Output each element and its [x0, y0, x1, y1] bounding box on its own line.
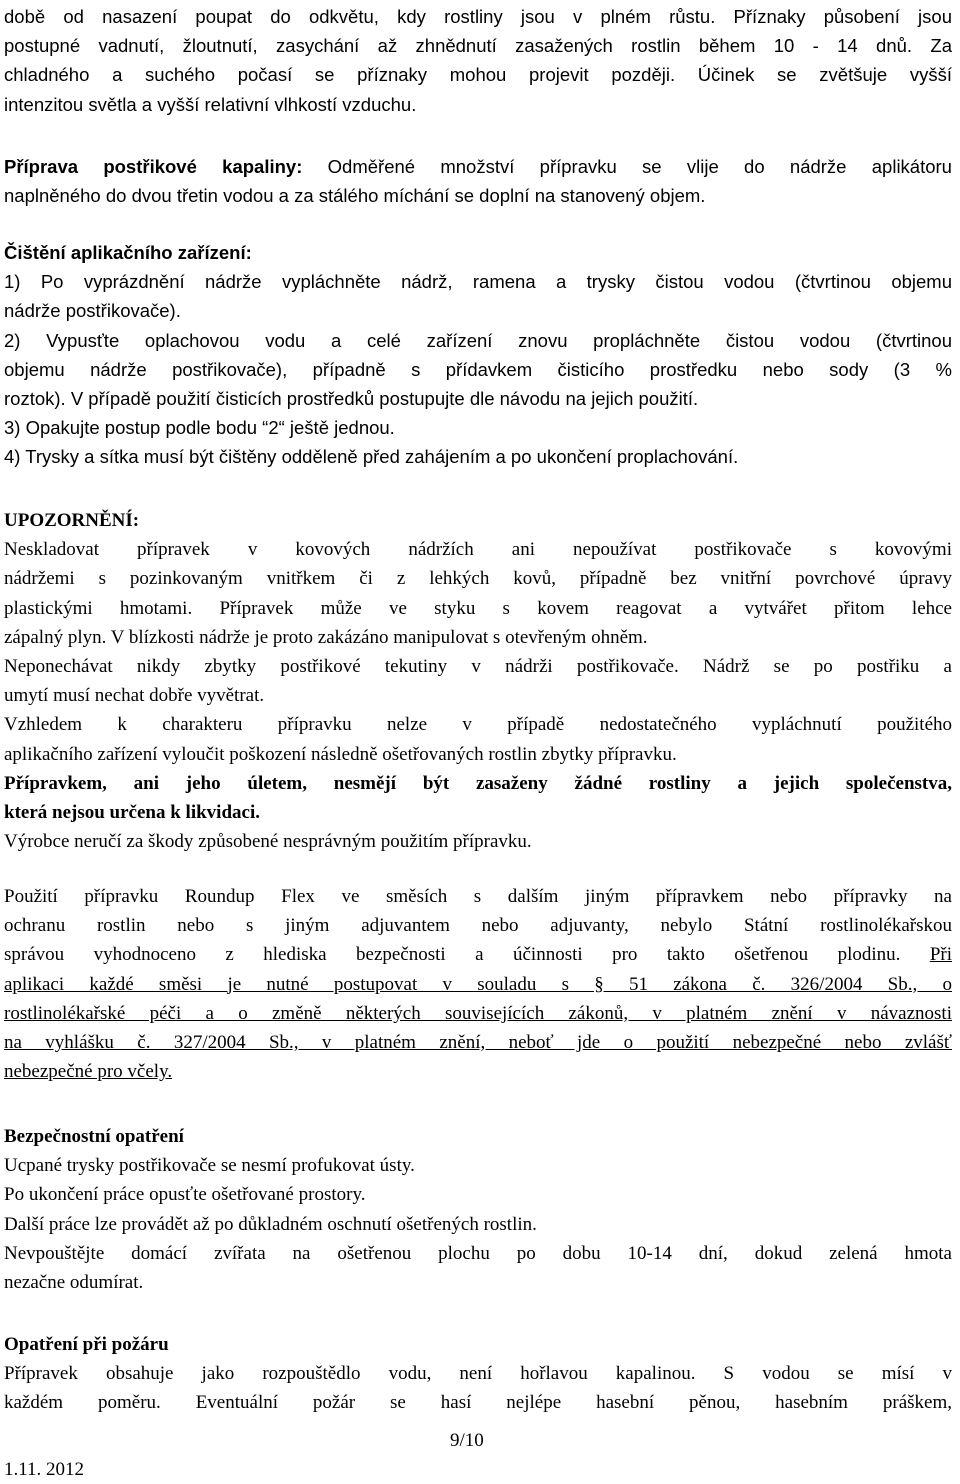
warning-line-4: zápalný plyn. V blízkosti nádrže je proto zakázáno manipulovat s otevřeným ohněm. — [4, 626, 648, 648]
safety-line-4: Nevpouštějte domácí zvířata na ošetřenou plochu po dobu 10-14 dní, dokud zelená hmota — [4, 1242, 952, 1264]
preparation-line-2: naplněného do dvou třetin vodou a za stálého míchání se doplní na stanovený objem. — [4, 185, 706, 207]
fire-line-2: každém poměru. Eventuální požár se hasí nejlépe hasební pěnou, hasebním práškem, — [4, 1392, 952, 1414]
warning-line-2: nádržemi s pozinkovaným vnitřkem či z lehkých kovů, případně bez vnitřní povrchové úpravy — [4, 568, 952, 590]
cleaning-line-6: 3) Opakujte postup podle bodu “2“ ještě jednou. — [4, 417, 395, 439]
safety-line-5: nezačne odumírat. — [4, 1271, 144, 1293]
safety-line-1: Ucpané trysky postřikovače se nesmí profukovat ústy. — [4, 1155, 415, 1177]
mixtures-line-3-underlined: Při — [929, 944, 952, 966]
cleaning-line-7: 4) Trysky a sítka musí být čištěny odděleně před zahájením a po ukončení proplachování. — [4, 446, 739, 468]
cleaning-line-5: roztok). V případě použití čisticích prostředků postupujte dle návodu na jejich použití. — [4, 387, 699, 409]
footer-date: 1.11. 2012 — [4, 1459, 85, 1480]
intro-paragraph — [4, 2, 952, 119]
warning-line-8: aplikačního zařízení vyloučit poškození následně ošetřovaných rostlin zbytky přípravku. — [4, 743, 677, 765]
cleaning-line-4: objemu nádrže postřikovače), případně s přídavkem čisticího prostředku nebo sody (3 % — [4, 358, 952, 380]
intro-line-4: intenzitou světla a vyšší relativní vlhkostí vzduchu. — [4, 93, 417, 115]
mixtures-underlined-line-3: na vyhlášku č. 327/2004 Sb., v platném znění, neboť jde o použití nebezpečné nebo zvlášť — [4, 1031, 952, 1053]
intro-line-2: postupné vadnutí, žloutnutí, zasychání až zhnědnutí zasažených rostlin během 10 - 14 dnů. Za — [4, 35, 952, 57]
preparation-line-1 — [4, 152, 952, 181]
safety-line-2: Po ukončení práce opusťte ošetřované prostory. — [4, 1184, 366, 1206]
page-footer — [4, 1426, 952, 1480]
preparation-section — [4, 152, 952, 210]
safety-heading: Bezpečnostní opatření — [4, 1126, 184, 1147]
mixtures-underlined-line-4: nebezpečné pro včely. — [4, 1061, 173, 1083]
safety-section — [4, 1122, 952, 1297]
cleaning-line-1: 1) Po vyprázdnění nádrže vypláchněte nádrž, ramena a trysky čistou vodou (čtvrtinou objemu — [4, 271, 952, 293]
mixtures-line-2: ochranu rostlin nebo s jiným adjuvantem nebo adjuvanty, nebylo Státní rostlinolékařskou — [4, 915, 952, 937]
fire-heading: Opatření při požáru — [4, 1334, 169, 1355]
cleaning-heading: Čištění aplikačního zařízení: — [4, 242, 252, 263]
cleaning-section — [4, 238, 952, 472]
preparation-line-1-text: Odměřené množství přípravku se vlije do nádrže aplikátoru — [302, 156, 952, 177]
warning-line-6: umytí musí nechat dobře vyvětrat. — [4, 685, 265, 707]
warning-last-line: Výrobce neručí za škody způsobené nesprávným použitím přípravku. — [4, 831, 532, 853]
warning-line-7: Vzhledem k charakteru přípravku nelze v případě nedostatečného vypláchnutí použitého — [4, 714, 952, 736]
warning-line-5: Neponechávat nikdy zbytky postřikové tekutiny v nádrži postřikovače. Nádrž se po postřiku a — [4, 655, 952, 677]
fire-line-1: Přípravek obsahuje jako rozpouštědlo vodu, není hořlavou kapalinou. S vodou se mísí v — [4, 1363, 952, 1385]
warning-heading: UPOZORNĚNÍ: — [4, 510, 140, 531]
warning-bold-line-2: která nejsou určena k likvidaci. — [4, 801, 260, 823]
warning-bold-line-1: Přípravkem, ani jeho úletem, nesmějí být zasaženy žádné rostliny a jejich společenstva, — [4, 772, 952, 794]
warning-line-3: plastickými hmotami. Přípravek může ve styku s kovem reagovat a vytvářet přitom lehce — [4, 597, 952, 619]
preparation-heading: Příprava postřikové kapaliny: — [4, 156, 303, 177]
mixtures-section — [4, 882, 952, 1086]
mixtures-line-3-text: správou vyhodnoceno z hlediska bezpečnosti a účinnosti pro takto ošetřenou plodinu. — [4, 944, 930, 966]
mixtures-underlined-line-1: aplikaci každé směsi je nutné postupovat v souladu s § 51 zákona č. 326/2004 Sb., o — [4, 973, 952, 995]
cleaning-line-2: nádrže postřikovače). — [4, 300, 181, 322]
safety-line-3: Další práce lze provádět až po důkladném oschnutí ošetřených rostlin. — [4, 1213, 537, 1235]
intro-line-3: chladného a suchého počasí se příznaky mohou projevit později. Účinek se zvětšuje vyšší — [4, 64, 952, 86]
warning-line-1: Neskladovat přípravek v kovových nádržích ani nepoužívat postřikovače s kovovými — [4, 539, 952, 561]
fire-section — [4, 1330, 952, 1418]
mixtures-underlined-line-2: rostlinolékařské péči a o změně některých souvisejících zákonů, v platném znění v návaznosti — [4, 1002, 952, 1024]
mixtures-line-1: Použití přípravku Roundup Flex ve směsích s dalším jiným přípravkem nebo přípravky na — [4, 886, 952, 907]
document-page — [4, 0, 952, 1480]
page-number: 9/10 — [450, 1430, 484, 1451]
mixtures-line-3 — [4, 940, 952, 969]
intro-line-1: době od nasazení poupat do odkvětu, kdy rostliny jsou v plném růstu. Příznaky působení jsou — [4, 6, 952, 27]
cleaning-line-3: 2) Vypusťte oplachovou vodu a celé zařízení znovu propláchněte čistou vodou (čtvrtinou — [4, 329, 952, 351]
warning-section — [4, 506, 952, 856]
